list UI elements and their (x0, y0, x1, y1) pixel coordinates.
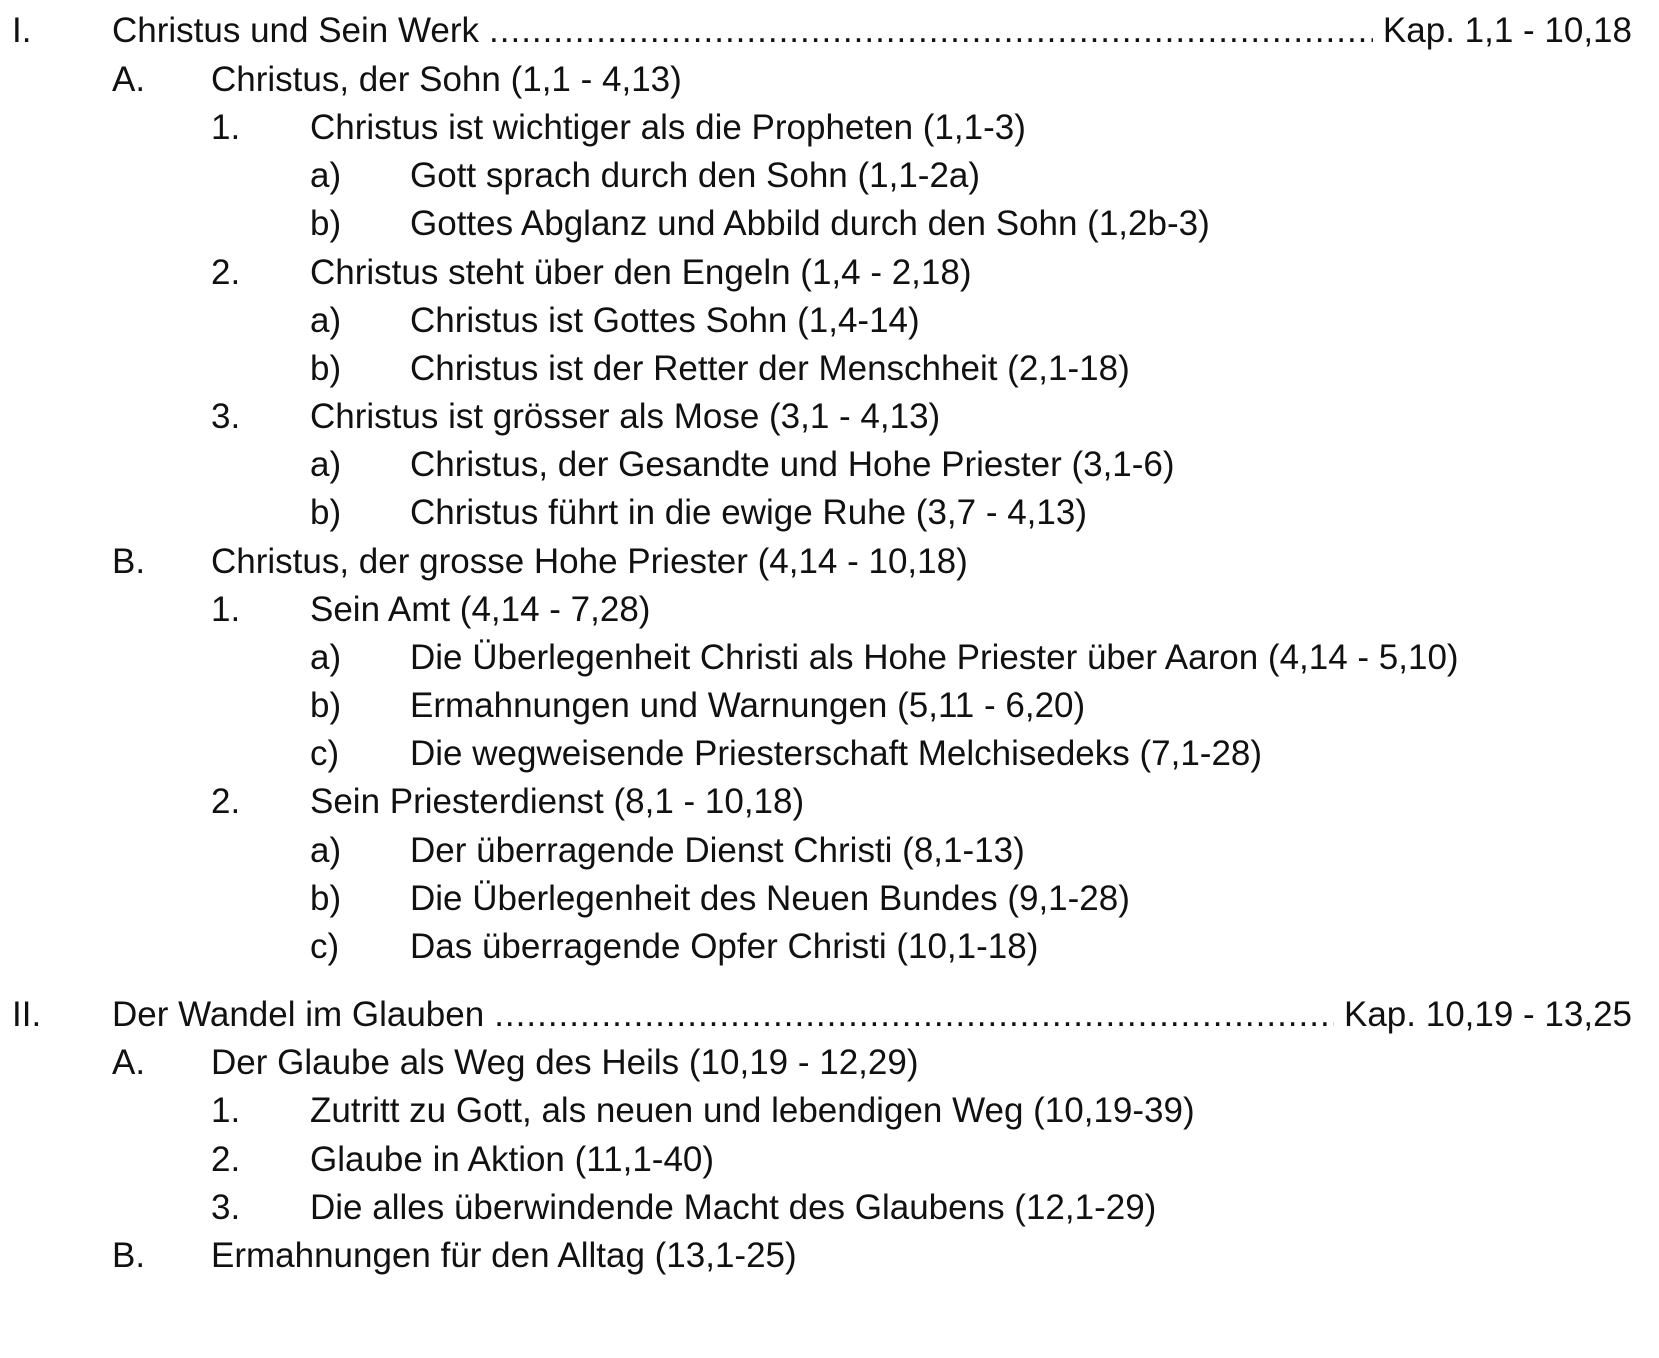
dot-leader (489, 5, 1373, 57)
part-title: Ermahnungen für den Alltag (13,1-25) (211, 1236, 797, 1275)
item-title: Christus ist grösser als Mose (3,1 - 4,13) (310, 397, 941, 436)
sub-item-letter: c) (310, 927, 340, 966)
sub-item-title: Christus ist Gottes Sohn (1,4-14) (410, 301, 920, 340)
item-number: 1. (211, 1091, 241, 1130)
sub-item-letter: b) (310, 349, 342, 388)
section-title: Der Wandel im Glauben (112, 995, 485, 1034)
section-chapter-range: Kap. 10,19 - 13,25 (1344, 995, 1632, 1034)
sub-item-title: Christus ist der Retter der Menschheit (2,1-18) (410, 349, 1130, 388)
sub-item-title: Ermahnungen und Warnungen (5,11 - 6,20) (410, 686, 1086, 725)
section-numeral: I. (12, 11, 32, 50)
part-letter: B. (112, 1236, 146, 1275)
item-number: 1. (211, 108, 241, 147)
sub-item-title: Gott sprach durch den Sohn (1,1-2a) (410, 156, 981, 195)
sub-item-letter: b) (310, 493, 342, 532)
section-leader (112, 5, 1632, 57)
item-title: Christus steht über den Engeln (1,4 - 2,18) (310, 253, 972, 292)
sub-item-letter: a) (310, 156, 342, 195)
sub-item-title: Das überragende Opfer Christi (10,1-18) (410, 927, 1039, 966)
item-number: 2. (211, 1140, 241, 1179)
sub-item-title: Die Überlegenheit Christi als Hohe Priester über Aaron (4,14 - 5,10) (410, 638, 1459, 677)
sub-item-letter: b) (310, 879, 342, 918)
sub-item-letter: c) (310, 734, 340, 773)
sub-item-letter: a) (310, 831, 342, 870)
part-title: Christus, der grosse Hohe Priester (4,14 - 10,18) (211, 542, 968, 581)
sub-item-letter: a) (310, 301, 342, 340)
section-leader (112, 989, 1632, 1041)
section-chapter-range: Kap. 1,1 - 10,18 (1382, 11, 1632, 50)
item-title: Zutritt zu Gott, als neuen und lebendigen Weg (10,19-39) (310, 1091, 1195, 1130)
item-title: Glaube in Aktion (11,1-40) (310, 1140, 715, 1179)
sub-item-letter: a) (310, 638, 342, 677)
dot-leader (494, 989, 1334, 1041)
sub-item-letter: b) (310, 204, 342, 243)
item-title: Sein Priesterdienst (8,1 - 10,18) (310, 782, 805, 821)
sub-item-title: Christus, der Gesandte und Hohe Priester (3,1-6) (410, 445, 1175, 484)
sub-item-title: Christus führt in die ewige Ruhe (3,7 - 4,13) (410, 493, 1087, 532)
part-title: Der Glaube als Weg des Heils (10,19 - 12,29) (211, 1043, 919, 1082)
sub-item-letter: a) (310, 445, 342, 484)
sub-item-title: Der überragende Dienst Christi (8,1-13) (410, 831, 1025, 870)
item-number: 3. (211, 1188, 241, 1227)
sub-item-title: Die wegweisende Priesterschaft Melchisedeks (7,1-28) (410, 734, 1263, 773)
sub-item-title: Gottes Abglanz und Abbild durch den Sohn (1,2b-3) (410, 204, 1210, 243)
item-number: 2. (211, 253, 241, 292)
item-title: Sein Amt (4,14 - 7,28) (310, 590, 651, 629)
section-title: Christus und Sein Werk (112, 11, 480, 50)
item-title: Die alles überwindende Macht des Glaubens (12,1-29) (310, 1188, 1157, 1227)
sub-item-letter: b) (310, 686, 342, 725)
item-number: 1. (211, 590, 241, 629)
sub-item-title: Die Überlegenheit des Neuen Bundes (9,1-28) (410, 879, 1130, 918)
part-title: Christus, der Sohn (1,1 - 4,13) (211, 60, 682, 99)
part-letter: B. (112, 542, 146, 581)
item-title: Christus ist wichtiger als die Propheten (1,1-3) (310, 108, 1026, 147)
section-numeral: II. (12, 995, 42, 1034)
part-letter: A. (112, 60, 146, 99)
item-number: 2. (211, 782, 241, 821)
part-letter: A. (112, 1043, 146, 1082)
item-number: 3. (211, 397, 241, 436)
